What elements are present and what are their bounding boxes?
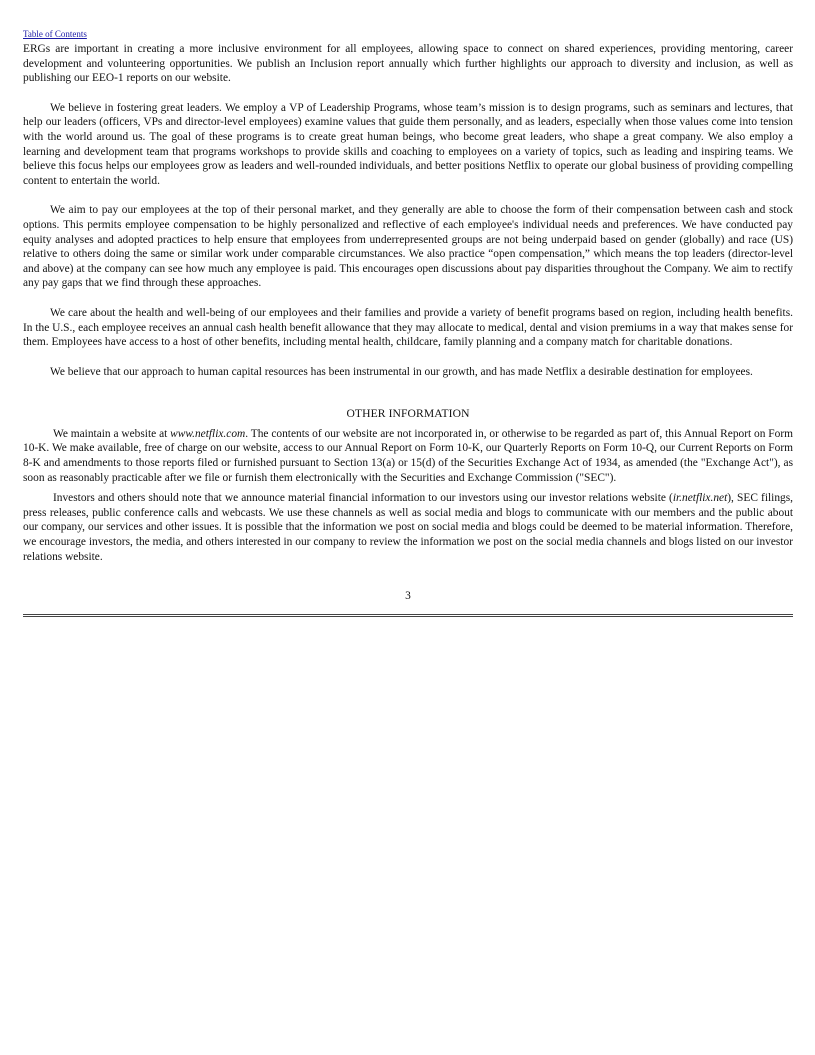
paragraph-investors (23, 491, 793, 564)
section-heading-other-information: OTHER INFORMATION (346, 407, 470, 421)
paragraph-pay: We aim to pay our employees at the top of their personal market, and they generally are able to choose the form of their compensation between cash and stock options. This permits employee compensation to be highly personalized and reflective of each employee's individual needs and preferences. We have conducted pay equity analyses and adopted practices to help ensure that employees from underrepresented groups are not being underpaid based on gender (globally) and race (US) relative to others doing the same or similar work under comparable circumstances. We also practice “open compensation,” which means the top leaders (director-level and above) at the company can see how much any employee is paid. This encourages open discussions about pay disparities throughout the Company. We aim to rectify any pay gaps that we find through these approaches. (23, 204, 793, 290)
investor-relations-url: ir.netflix.net (672, 492, 728, 505)
paragraph-leaders: We believe in fostering great leaders. We employ a VP of Leadership Programs, whose team’s mission is to design programs, such as seminars and lectures, that help our leaders (officers, VPs and director-level employees) examine values that guide them personally, and as leaders, especially when those values come into tension with the world around us. The goal of these programs is to create great human beings, who become great leaders, who shape a great company. We also employ a learning and development team that programs workshops to provide skills and coaching to employees on a variety of topics, such as leading and inspiring teams. We believe this focus helps our employees grow as leaders and well-rounded individuals, and better positions Netflix to operate our global business of providing compelling content to entertain the world. (23, 101, 793, 187)
paragraph-health: We care about the health and well-being of our employees and their families and provide a variety of benefit programs based on region, including health benefits. In the U.S., each employee receives an annual cash health benefit allowance that they may allocate to medical, dental and vision premiums in a way that makes sense for them. Employees have access to a host of other benefits, including mental health, childcare, family planning and a company match for charitable donations. (23, 306, 793, 349)
investors-text-before: Investors and others should note that we announce material financial information to our investors using our investor relations website ( (53, 492, 673, 505)
paragraph-approach: We believe that our approach to human capital resources has been instrumental in our growth, and has made Netflix a desirable destination for employees. (50, 365, 753, 378)
website-text-before: We maintain a website at (53, 427, 171, 440)
paragraph-ergs: ERGs are important in creating a more inclusive environment for all employees, allowing space to connect on shared experiences, providing mentoring, career development and volunteering opportunities. We publish an Inclusion report annually which further highlights our approach to diversity and inclusion, as well as publishing our EEO-1 reports on our website. (23, 43, 793, 85)
investors-text-after: ), SEC filings, press releases, public conference calls and webcasts. We use these channels as well as social media and blogs to communicate with our members and the public about our company, our services and other issues. It is possible that the information we post on social media and blogs could be deemed to be material information. Therefore, we encourage investors, the media, and others interested in our company to review the information we post on the social media channels and blogs listed on our investor relations website. (23, 492, 793, 563)
document-page (23, 24, 793, 617)
paragraph-website (23, 427, 793, 485)
website-url: www.netflix.com (170, 427, 246, 440)
page-number: 3 (405, 590, 411, 603)
page-divider (23, 614, 793, 617)
website-text-after: . The contents of our website are not incorporated in, or otherwise to be regarded as part of, this Annual Report on Form 10-K. We make available, free of charge on our website, access to our Annual Report on Form 10-K, our Quarterly Reports on Form 10-Q, our Current Reports on Form 8-K and amendments to those reports filed or furnished pursuant to Section 13(a) or 15(d) of the Securities Exchange Act of 1934, as amended (the "Exchange Act"), as soon as reasonably practicable after we file or furnish them electronically with the Securities and Exchange Commission ("SEC"). (23, 427, 793, 484)
table-of-contents-link[interactable]: Table of Contents (23, 29, 87, 39)
